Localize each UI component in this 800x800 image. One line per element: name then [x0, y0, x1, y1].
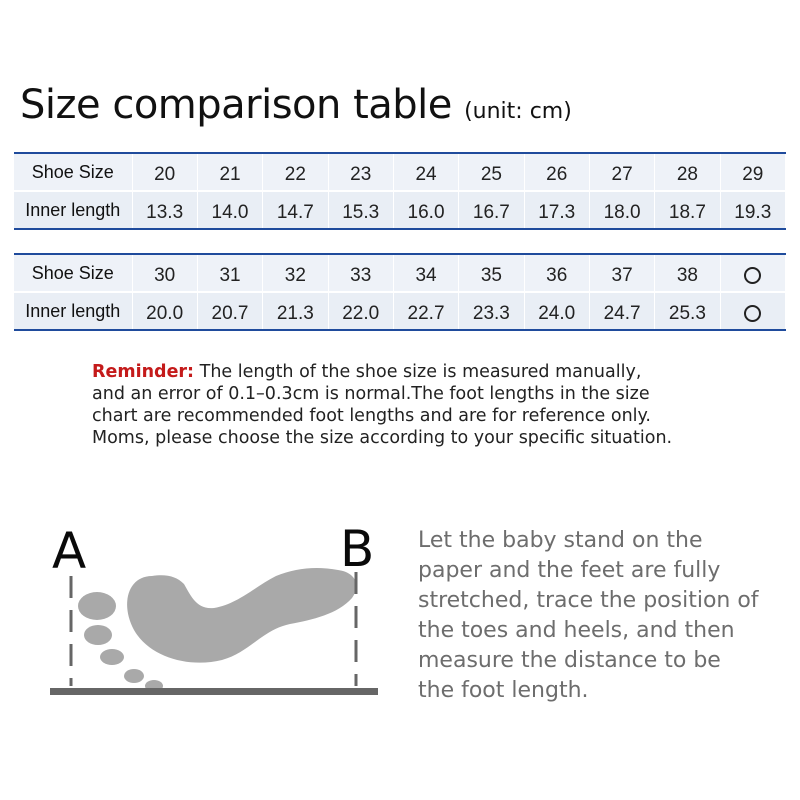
reminder-note: [92, 361, 782, 449]
table-cell: 26: [524, 153, 589, 191]
table-cell: 19.3: [720, 191, 785, 229]
instruction-line: the foot length.: [418, 678, 589, 703]
row-header: Shoe Size: [14, 254, 132, 292]
instruction-line: measure the distance to be: [418, 648, 721, 673]
label-b: B: [340, 520, 375, 578]
instruction-line: the toes and heels, and then: [418, 618, 735, 643]
table-cell: 30: [132, 254, 197, 292]
table-row: [14, 191, 786, 229]
ground-line: [50, 688, 378, 695]
table-cell: 18.0: [589, 191, 654, 229]
reminder-line-3: chart are recommended foot lengths and are for reference only.: [92, 406, 651, 426]
table-cell: 16.0: [393, 191, 458, 229]
reminder-text: The length of the shoe size is measured manually,: [194, 362, 642, 382]
size-table-1: [14, 152, 786, 230]
table-cell: 24: [393, 153, 458, 191]
table-cell: 24.7: [589, 292, 654, 330]
reminder-line-2: and an error of 0.1–0.3cm is normal.The foot lengths in the size: [92, 384, 650, 404]
table-cell: 35: [459, 254, 524, 292]
table-row: [14, 153, 786, 191]
table-cell: 16.7: [459, 191, 524, 229]
title-unit: (unit: cm): [464, 99, 572, 124]
table-cell: 23.3: [459, 292, 524, 330]
table-cell: 28: [655, 153, 720, 191]
label-a: A: [52, 522, 87, 580]
instruction-line: stretched, trace the position of: [418, 588, 759, 613]
title-main: Size comparison table: [20, 82, 452, 128]
table-cell: 22.0: [328, 292, 393, 330]
table-cell: 27: [589, 153, 654, 191]
row-header: Shoe Size: [14, 153, 132, 191]
reminder-line-4: Moms, please choose the size according to your specific situation.: [92, 428, 673, 448]
foot-measure-illustration: [0, 500, 400, 720]
table-cell: 23: [328, 153, 393, 191]
circle-icon: [744, 305, 761, 322]
table-cell: 36: [524, 254, 589, 292]
circle-icon: [744, 267, 761, 284]
empty-size-cell: [720, 254, 785, 292]
table-cell: 20: [132, 153, 197, 191]
table-cell: 22.7: [393, 292, 458, 330]
table-row: [14, 292, 786, 330]
table-row: [14, 254, 786, 292]
table-cell: 25: [459, 153, 524, 191]
table-cell: 20.7: [197, 292, 262, 330]
footprint-shape: [78, 568, 356, 692]
row-header: Inner length: [14, 292, 132, 330]
table-cell: 33: [328, 254, 393, 292]
table-cell: 14.0: [197, 191, 262, 229]
page-title: [20, 82, 572, 128]
table-cell: 21: [197, 153, 262, 191]
table-cell: 18.7: [655, 191, 720, 229]
reminder-line-1: [92, 361, 782, 383]
table-cell: 34: [393, 254, 458, 292]
table-cell: 14.7: [263, 191, 328, 229]
table-cell: 38: [655, 254, 720, 292]
table-cell: 25.3: [655, 292, 720, 330]
table-cell: 17.3: [524, 191, 589, 229]
instruction-line: paper and the feet are fully: [418, 558, 721, 583]
table-cell: 32: [263, 254, 328, 292]
table-cell: 22: [263, 153, 328, 191]
instruction-line: Let the baby stand on the: [418, 528, 703, 553]
table-cell: 31: [197, 254, 262, 292]
footprint-icon: [0, 500, 400, 720]
table-cell: 21.3: [263, 292, 328, 330]
table-cell: 20.0: [132, 292, 197, 330]
empty-length-cell: [720, 292, 785, 330]
size-table-2: [14, 253, 786, 331]
table-cell: 13.3: [132, 191, 197, 229]
table-cell: 37: [589, 254, 654, 292]
row-header: Inner length: [14, 191, 132, 229]
table-cell: 15.3: [328, 191, 393, 229]
reminder-label: Reminder:: [92, 362, 195, 382]
table-cell: 29: [720, 153, 785, 191]
table-cell: 24.0: [524, 292, 589, 330]
measure-instructions: [418, 526, 788, 706]
